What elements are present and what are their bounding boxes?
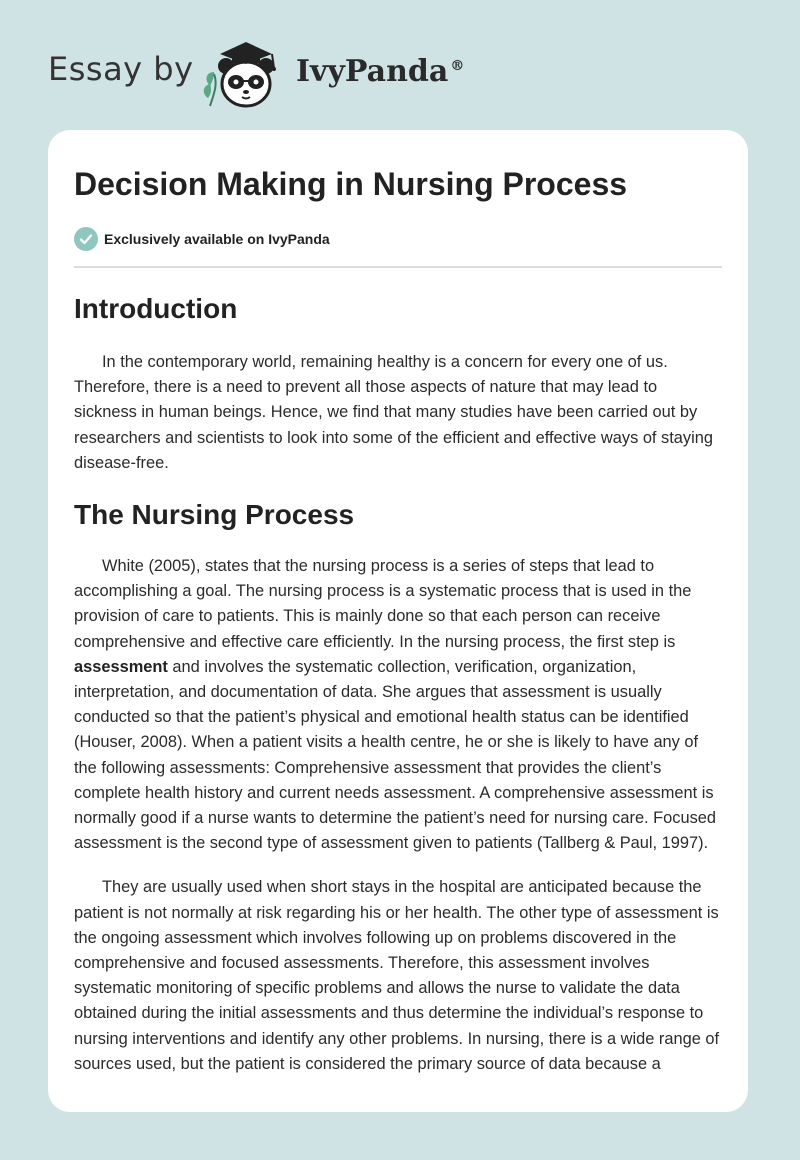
brand-prefix: Essay by: [48, 50, 194, 88]
registered-mark: ®: [450, 58, 465, 74]
paragraph-nursing-process-1: [74, 554, 722, 856]
ivypanda-logo-icon[interactable]: [200, 34, 286, 110]
paragraph-nursing-process-2: They are usually used when short stays in the hospital are anticipated because the patient is not normally at risk regarding his or her health. The other type of assessment is the ongoing assessment which involves following up on problems discovered in the comprehensive and focused assessments. Therefore, this assessment involves systematic monitoring of specific problems and allows the nurse to validate the data obtained during the initial assessments and thus determine the individual’s response to nursing interventions and identify any other problems. In nursing, there is a wide range of sources used, but the patient is considered the primary source of data because a: [74, 878, 720, 1073]
section-heading-nursing-process: The Nursing Process: [74, 499, 355, 531]
divider: [74, 266, 722, 268]
paragraph-introduction: In the contemporary world, remaining healthy is a concern for every one of us. Therefore, there is a need to prevent all those aspects of nature that may lead to sickness in human beings. Hence, we find that many studies have been carried out by researchers and scientists to look into some of the efficient and effective ways of staying disease-free.: [74, 353, 713, 472]
page-title: Decision Making in Nursing Process: [74, 166, 628, 202]
essay-card: [48, 130, 748, 1112]
site-header: [0, 0, 800, 130]
exclusive-badge: [74, 226, 722, 252]
bold-term-assessment: assessment: [74, 657, 168, 676]
check-icon: [74, 227, 98, 251]
brand-name: [296, 54, 464, 89]
section-heading-introduction: Introduction: [74, 293, 238, 324]
paragraph-text: and involves the systematic collection, verification, organization, interpretation, and documentation of data. She argues that assessment is usually conducted so that the patient’s physical and emotional health status can be identified (Houser, 2008). When a patient visits a health centre, he or she is likely to have any of the following assessments: Comprehensive assessment that provides the client’s complete health history and current needs assessment. A comprehensive assessment is normally good if a nurse wants to determine the patient’s need for nursing care. Focused assessment is the second type of assessment given to patients (Tallberg & Paul, 1997).: [74, 657, 717, 853]
badge-text: Exclusively available on IvyPanda: [104, 231, 330, 247]
brand-name-text: IvyPanda: [296, 54, 449, 89]
paragraph-text: White (2005), states that the nursing process is a series of steps that lead to accomplishing a goal. The nursing process is a systematic process that is used in the provision of care to patients. This is mainly done so that each person can receive comprehensive and effective care efficiently. In the nursing process, the first step is: [74, 557, 692, 651]
